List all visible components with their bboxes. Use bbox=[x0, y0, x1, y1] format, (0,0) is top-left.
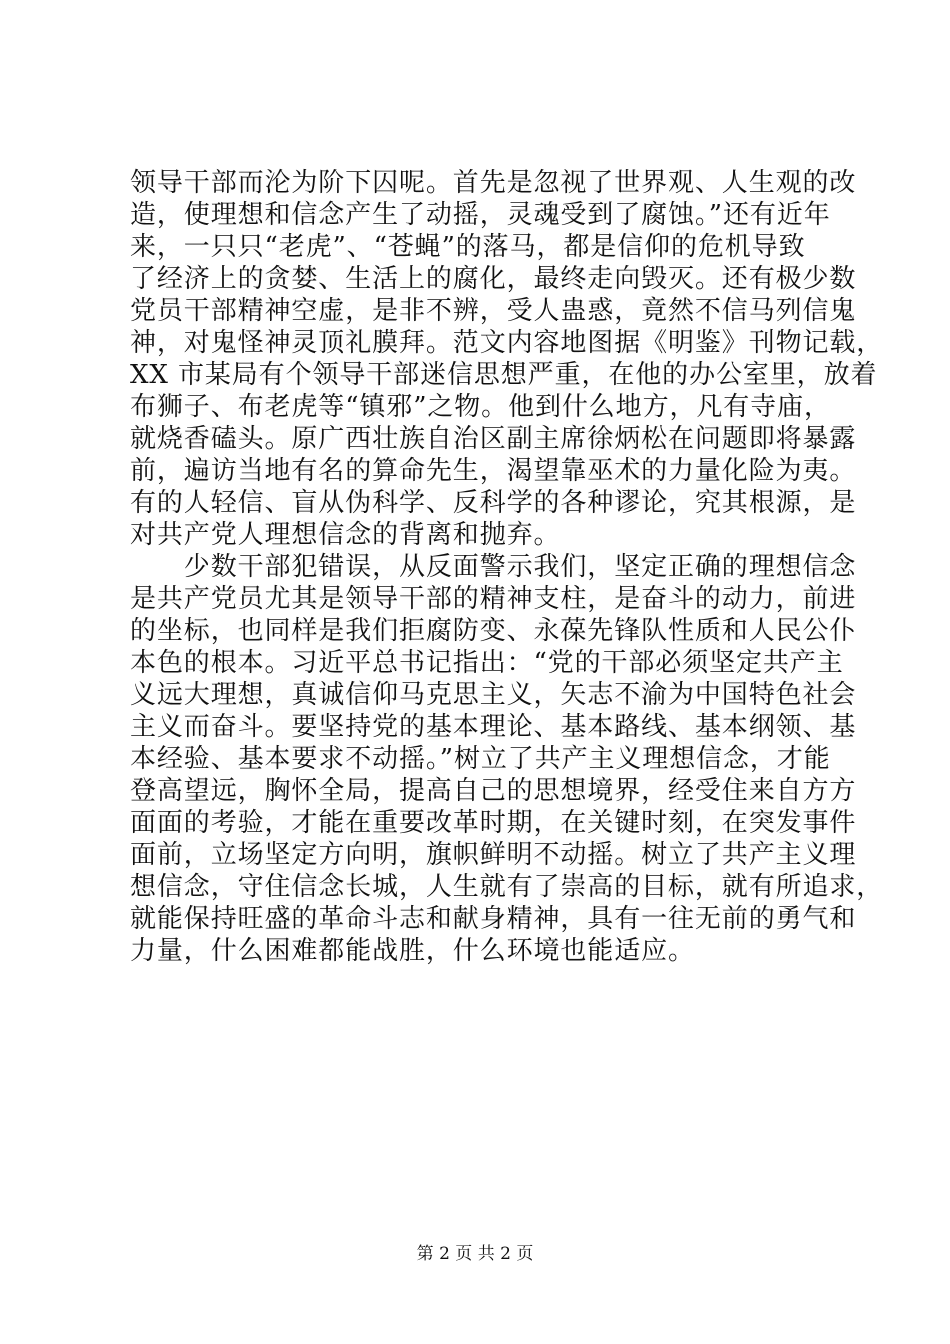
text-line: 本色的根本。习近平总书记指出：“党的干部必须坚定共产主 bbox=[130, 648, 844, 678]
text-line: 面前，立场坚定方向明，旗帜鲜明不动摇。树立了共产主义理 bbox=[130, 840, 857, 870]
text-line: 党员干部精神空虚，是非不辨，受人蛊惑，竟然不信马列信鬼 bbox=[130, 296, 857, 326]
body-text bbox=[130, 167, 884, 967]
text-line: 少数干部犯错误，从反面警示我们，坚定正确的理想信念 bbox=[130, 552, 857, 582]
text-line: 登高望远，胸怀全局，提高自己的思想境界，经受住来自方方 bbox=[130, 776, 857, 806]
text-line: 有的人轻信、盲从伪科学、反科学的各种谬论，究其根源，是 bbox=[130, 488, 857, 518]
page-number-label: 第 2 页 共 2 页 bbox=[416, 1244, 534, 1264]
text-line: 想信念，守住信念长城，人生就有了崇高的目标，就有所追求， bbox=[130, 872, 884, 902]
text-line: 就烧香磕头。原广西壮族自治区副主席徐炳松在问题即将暴露 bbox=[130, 424, 857, 454]
text-line: 领导干部而沦为阶下囚呢。首先是忽视了世界观、人生观的改 bbox=[130, 168, 857, 198]
page-footer bbox=[0, 1243, 950, 1265]
text-line: 是共产党员尤其是领导干部的精神支柱，是奋斗的动力，前进 bbox=[130, 584, 857, 614]
text-line: 主义而奋斗。要坚持党的基本理论、基本路线、基本纲领、基 bbox=[130, 712, 857, 742]
text-line: 神，对鬼怪神灵顶礼膜拜。范文内容地图据《明鉴》刊物记载， bbox=[130, 328, 884, 358]
text-line: 的坐标，也同样是我们拒腐防变、永葆先锋队性质和人民公仆 bbox=[130, 616, 857, 646]
text-line: 前，遍访当地有名的算命先生，渴望靠巫术的力量化险为夷。 bbox=[130, 456, 857, 486]
text-line: 面面的考验，才能在重要改革时期，在关键时刻，在突发事件 bbox=[130, 808, 857, 838]
text-line: XX 市某局有个领导干部迷信思想严重，在他的办公室里，放着 bbox=[130, 360, 878, 390]
text-line: 了经济上的贪婪、生活上的腐化，最终走向毁灭。还有极少数 bbox=[130, 264, 857, 294]
text-line: 造，使理想和信念产生了动摇，灵魂受到了腐蚀。”还有近年 bbox=[130, 200, 831, 230]
text-line: 对共产党人理想信念的背离和抛弃。 bbox=[130, 520, 561, 550]
text-line: 力量，什么困难都能战胜，什么环境也能适应。 bbox=[130, 936, 695, 966]
text-line: 就能保持旺盛的革命斗志和献身精神，具有一往无前的勇气和 bbox=[130, 904, 857, 934]
text-line: 布狮子、布老虎等“镇邪”之物。他到什么地方，凡有寺庙， bbox=[130, 392, 831, 422]
text-line: 义远大理想，真诚信仰马克思主义，矢志不渝为中国特色社会 bbox=[130, 680, 857, 710]
text-line: 本经验、基本要求不动摇。”树立了共产主义理想信念，才能 bbox=[130, 744, 831, 774]
text-line: 来，一只只“老虎”、“苍蝇”的落马，都是信仰的危机导致 bbox=[130, 232, 806, 262]
